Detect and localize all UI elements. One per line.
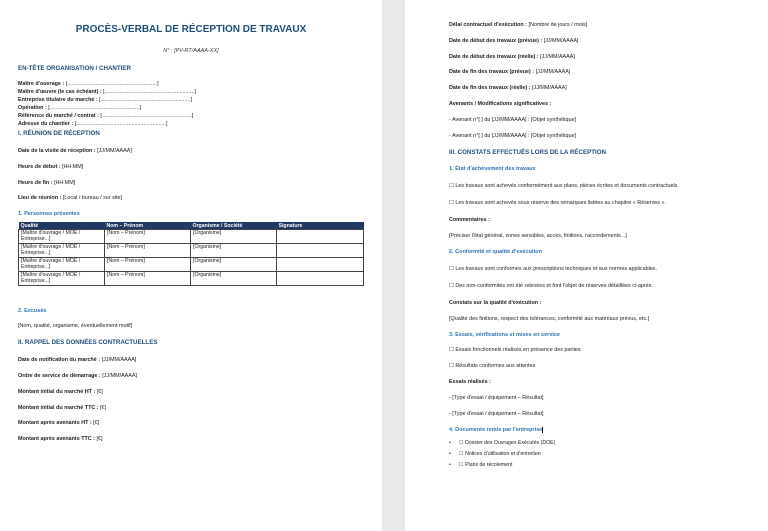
org-fields [18, 80, 364, 128]
table-cell: [Nom – Prénom] [105, 230, 191, 244]
table-cell: [Nom – Prénom] [105, 258, 191, 272]
table-cell: [Organisme] [191, 244, 277, 258]
constats-text: [Qualité des finitions, respect des tolérances, conformité aux matériaux prévus, etc.] [449, 315, 650, 322]
essais-realises-label: Essais réalisés : [449, 378, 491, 385]
table-cell: [Maître d'ouvrage / MOE / Entreprise...] [19, 272, 105, 286]
table-header-cell: Nom – Prénom [105, 222, 191, 230]
meeting-place-field: Lieu de réunion : [Local / bureau / sur site] [18, 195, 122, 202]
schedule-field: Date de fin des travaux (prévue) : [JJ/MM/AAAA] [449, 69, 571, 76]
document-page-right [405, 0, 768, 531]
contract-field: Montant après avenants TTC : [€] [18, 436, 103, 443]
section-heading-constats: III. CONSTATS EFFECTUÉS LORS DE LA RÉCEPTION [449, 148, 606, 156]
section-heading-contract: II. RAPPEL DES DONNÉES CONTRACTUELLES [18, 339, 158, 347]
table-cell: [Nom – Prénom] [105, 244, 191, 258]
etat-heading: 1. État d'achèvement des travaux [449, 165, 536, 172]
bullet-icon: • [449, 461, 451, 468]
persons-heading: 1. Personnes présentes [18, 211, 80, 218]
bullet-icon: • [449, 450, 451, 457]
excuses-text: [Nom, qualité, organisme, éventuellement motif] [18, 323, 133, 330]
checkbox-option[interactable]: ☐ Résultats conformes aux attentes [449, 362, 536, 369]
conformite-heading: 2. Conformité et qualité d'exécution [449, 248, 542, 255]
table-row [19, 244, 364, 258]
org-field: Adresse du chantier : [............................................................] [18, 121, 168, 127]
table-header-cell: Organisme / Société [191, 222, 277, 230]
table-cell: [Maître d'ouvrage / MOE / Entreprise...] [19, 244, 105, 258]
contract-field: Montant après avenants HT : [€] [18, 420, 100, 427]
meeting-date-field: Date de la visite de réception : [JJ/MM/AAAA] [18, 148, 132, 154]
table-cell [277, 244, 364, 258]
table-header-cell: Signature [277, 222, 364, 230]
essai-line: - [Type d'essai / équipement – Résultat] [449, 410, 544, 417]
table-cell [277, 230, 364, 244]
table-cell [277, 272, 364, 286]
essai-line: - [Type d'essai / équipement – Résultat] [449, 394, 544, 401]
org-field: Maître d'œuvre (le cas échéant) : [............................................................] [18, 89, 197, 95]
org-field: Référence du marché / contrat : [............................................................] [18, 113, 194, 119]
avenant-line: - Avenant n°[ ] du [JJ/MM/AAAA] : [Objet synthétique] [449, 132, 577, 139]
list-item[interactable]: • ☐ Notices d'utilisation et d'entretien [449, 450, 541, 457]
table-cell: [Maître d'ouvrage / MOE / Entreprise...] [19, 230, 105, 244]
document-number: N° : [PV-RT/AAAA-XX] [163, 48, 219, 54]
contract-field: Date de notification du marché : [JJ/MM/AAAA] [18, 357, 137, 364]
list-item[interactable]: • ☐ Dossier des Ouvrages Exécutés (DOE) [449, 439, 556, 446]
section-header-organisation: EN-TÊTE ORGANISATION / CHANTIER [18, 65, 131, 72]
table-cell: [Maître d'ouvrage / MOE / Entreprise...] [19, 258, 105, 272]
table-row [19, 258, 364, 272]
contract-field: Ordre de service de démarrage : [JJ/MM/AAAA] [18, 372, 137, 379]
table-header-row [19, 222, 364, 230]
org-field: Maître d'ouvrage : [............................................................] [18, 81, 159, 87]
checkbox-option[interactable]: ☐ Les travaux sont conformes aux prescriptions techniques et aux normes applicables. [449, 265, 657, 272]
document-page-left [0, 0, 382, 531]
list-item[interactable]: • ☐ Plans de récolement [449, 461, 513, 468]
persons-table [18, 222, 364, 286]
constats-label: Constats sur la qualité d'exécution : [449, 299, 542, 306]
avenant-line: - Avenant n°[ ] du [JJ/MM/AAAA] : [Objet synthétique] [449, 116, 577, 123]
checkbox-option[interactable]: ☐ Essais fonctionnels réalisés en présence des parties [449, 346, 581, 353]
schedule-field: Date de début des travaux (prévue) : [JJ/MM/AAAA] [449, 37, 579, 44]
schedule-field: Date de fin des travaux (réelle) : [JJ/MM/AAAA] [449, 85, 567, 92]
org-field: Entreprise titulaire du marché : [............................................................] [18, 97, 193, 103]
document-title: PROCÈS-VERBAL DE RÉCEPTION DE TRAVAUX [75, 24, 307, 35]
documents-heading [449, 427, 756, 433]
documents-list [449, 440, 756, 468]
avenants-label: Avenants / Modifications significatives : [449, 100, 552, 107]
checkbox-option[interactable]: ☐ Les travaux sont achevés conformément aux plans, pièces écrites et documents contractuels. [449, 182, 679, 189]
table-cell [277, 258, 364, 272]
meeting-start-field: Heure de début : [HH:MM] [18, 163, 84, 170]
table-cell: [Organisme] [191, 230, 277, 244]
contract-field: Montant initial du marché HT : [€] [18, 388, 103, 395]
bullet-icon: • [449, 439, 451, 446]
table-row [19, 272, 364, 286]
commentaires-label: Commentaires : [449, 216, 490, 223]
table-cell: [Nom – Prénom] [105, 272, 191, 286]
section-heading-reunion: I. RÉUNION DE RÉCEPTION [18, 130, 100, 137]
schedule-field: Délai contractuel d'exécution : [Nombre de jours / mois] [449, 22, 588, 28]
org-field: Opération : [............................................................] [18, 105, 142, 111]
checkbox-option[interactable]: ☐ Des non-conformités ont été relevées et font l'objet de réserves détaillées ci-après. [449, 282, 653, 289]
contract-field: Montant initial du marché TTC : [€] [18, 404, 107, 411]
essais-heading: 3. Essais, vérifications et mises en service [449, 331, 560, 338]
commentaires-text: [Préciser l'état général, zones sensibles, accès, finitions, raccordements...] [449, 232, 627, 239]
table-header-cell: Qualité [19, 222, 105, 230]
schedule-field: Date de début des travaux (réelle) : [JJ/MM/AAAA] [449, 53, 575, 60]
table-cell: [Organisme] [191, 258, 277, 272]
meeting-end-field: Heure de fin : [HH:MM] [18, 179, 76, 186]
excuses-heading: 2. Excusés [18, 308, 47, 315]
table-cell: [Organisme] [191, 272, 277, 286]
checkbox-option[interactable]: ☐ Les travaux sont achevés sous réserve des remarques listées au chapitre « Réserves ». [449, 199, 666, 206]
table-row [19, 230, 364, 244]
documents-heading-text[interactable]: 4. Documents remis par l'entreprise [449, 426, 543, 433]
